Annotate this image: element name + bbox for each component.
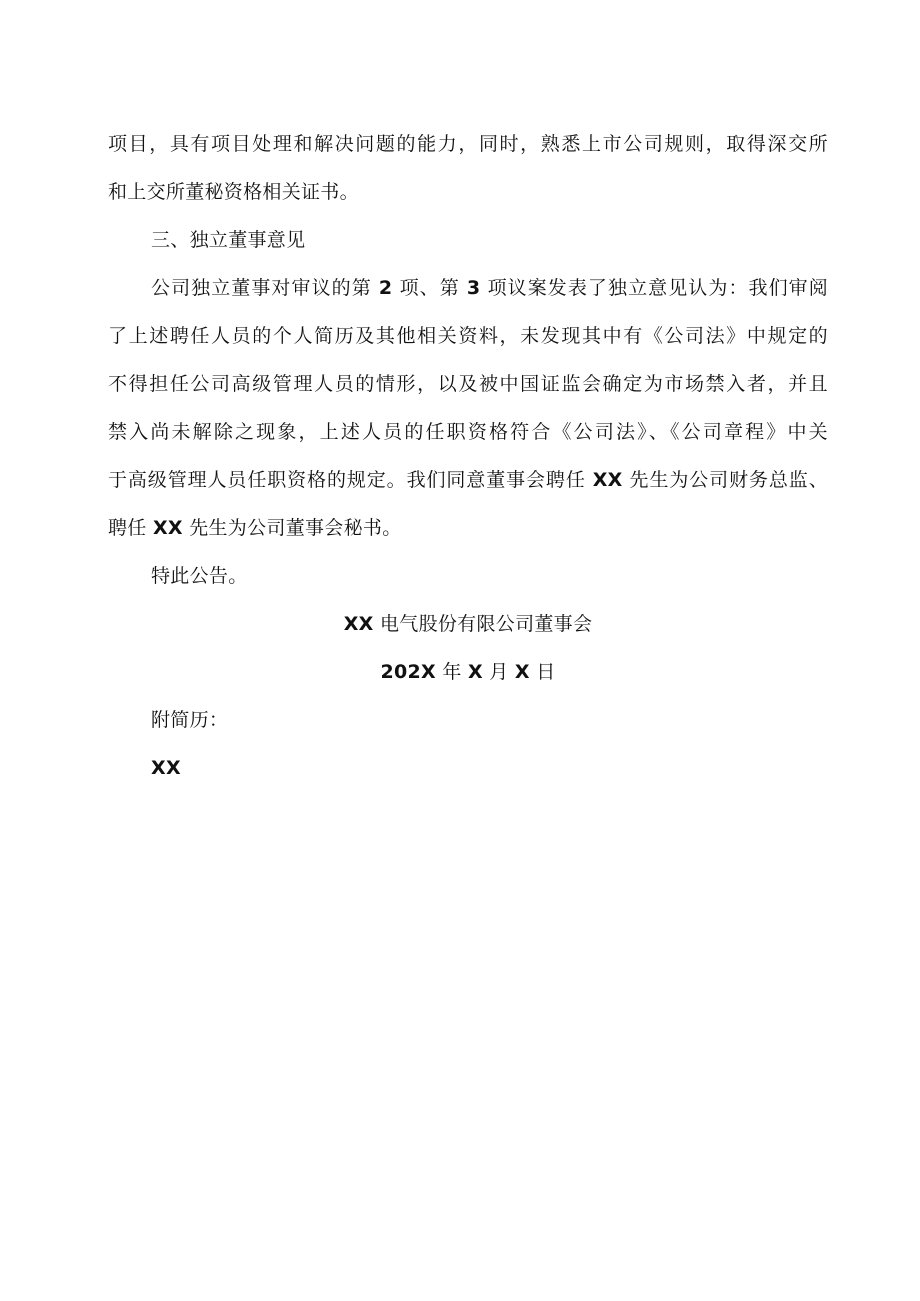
org-name: 电气股份有限公司董事会	[379, 613, 593, 635]
person-placeholder: XX	[592, 469, 623, 491]
text-line: 不得担任公司高级管理人员的情形，以及被中国证监会确定为市场禁入者，并且	[108, 373, 828, 395]
date-unit: 日	[536, 661, 556, 683]
attachment-name	[108, 744, 828, 792]
section-heading	[108, 216, 828, 264]
text-line: 禁入尚未解除之现象，上述人员的任职资格符合《公司法》、《公司章程》中关	[108, 421, 828, 443]
section-heading-text: 三、独立董事意见	[151, 229, 306, 251]
signature-block	[108, 600, 828, 696]
text-line	[108, 456, 828, 504]
text-fragment: 项、第	[399, 277, 460, 299]
date-unit: 年	[442, 661, 462, 683]
text-fragment: 公司独立董事对审议的第	[151, 277, 372, 299]
org-placeholder: XX	[343, 613, 374, 635]
date-day: X	[514, 661, 530, 683]
paragraph-independent-opinion	[108, 264, 828, 552]
date-year: 202X	[380, 661, 436, 683]
person-placeholder: XX	[152, 517, 183, 539]
date-month: X	[467, 661, 483, 683]
text-line: 了上述聘任人员的个人简历及其他相关资料，未发现其中有《公司法》中规定的	[108, 325, 828, 347]
signature-date	[108, 648, 828, 696]
text-line: 项目，具有项目处理和解决问题的能力，同时，熟悉上市公司规则，取得深交所	[108, 133, 828, 155]
attachment-label	[108, 696, 828, 744]
attachment-person-placeholder: XX	[151, 757, 181, 779]
document-body	[108, 120, 828, 792]
text-fragment: 先生为公司财务总监、	[629, 469, 828, 491]
text-line: 和上交所董秘资格相关证书。	[108, 181, 359, 203]
text-fragment: 聘任	[108, 517, 147, 539]
closing-statement	[108, 552, 828, 600]
attachment-label-text: 附简历：	[151, 709, 229, 731]
signature-organization	[108, 600, 828, 648]
text-line	[108, 504, 828, 552]
text-fragment: 于高级管理人员任职资格的规定。我们同意董事会聘任	[108, 469, 586, 491]
item-number: 2	[378, 277, 393, 299]
paragraph-continuation	[108, 120, 828, 216]
text-fragment: 项议案发表了独立意见认为：我们审阅	[487, 277, 829, 299]
closing-text: 特此公告。	[151, 565, 248, 587]
text-fragment: 先生为公司董事会秘书。	[189, 517, 402, 539]
date-unit: 月	[489, 661, 509, 683]
text-line	[108, 264, 828, 312]
item-number: 3	[466, 277, 481, 299]
